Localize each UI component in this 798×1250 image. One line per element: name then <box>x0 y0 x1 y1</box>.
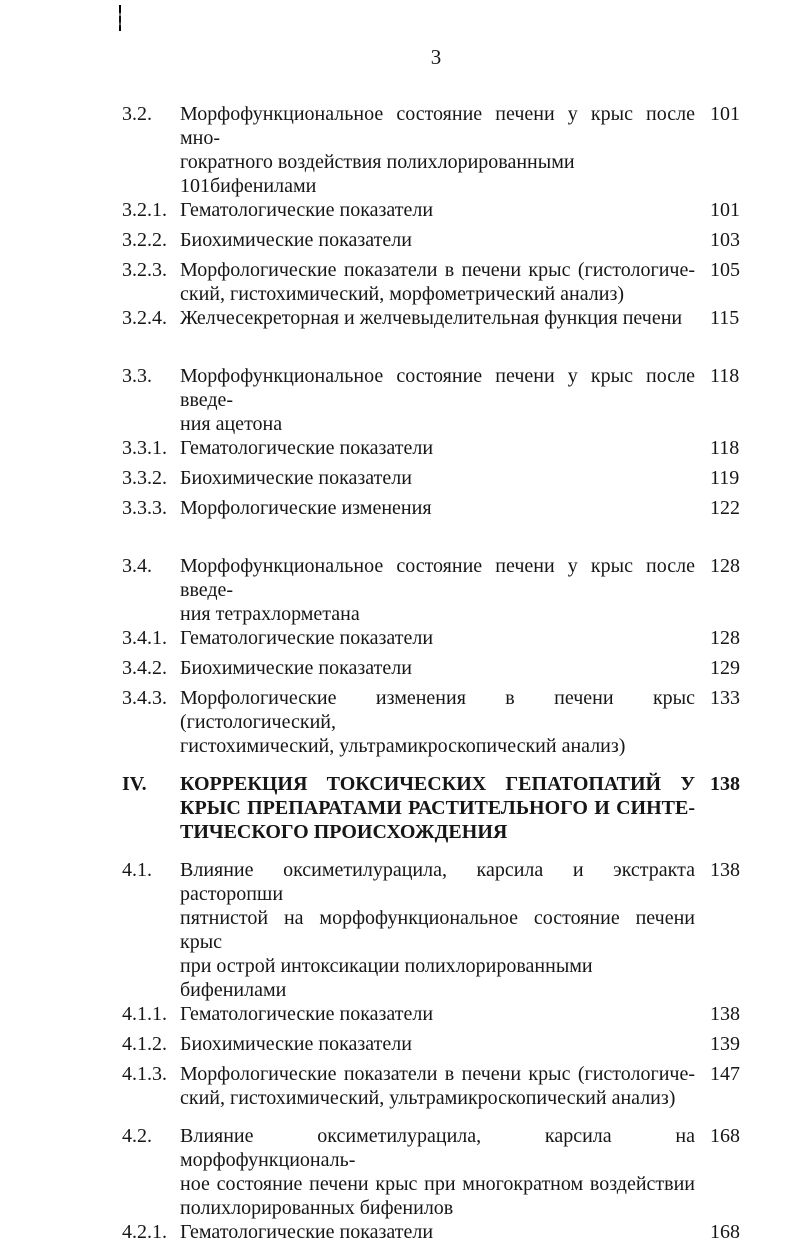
toc-title-line: Гематологические показатели <box>180 627 434 649</box>
toc-entry-4.1.2 <box>122 1032 798 1056</box>
toc-entry-number: 3.3.3. <box>122 497 167 519</box>
toc-entry-number: 4.2. <box>122 1125 152 1147</box>
toc-entry-3.3.2 <box>122 466 798 490</box>
toc-entry-number: 4.1. <box>122 859 152 881</box>
toc-entry-page-number: 101 <box>710 103 740 125</box>
toc-title-line: Биохимические показатели <box>180 467 412 489</box>
toc-entry-title <box>180 626 695 650</box>
toc-title-line: Морфологические изменения <box>180 497 432 519</box>
toc-entry-page-number: 128 <box>710 555 740 577</box>
toc-title-line: Морфологические показатели в печени крыс (гистологиче- <box>180 1063 695 1085</box>
toc-entry-page-number: 105 <box>710 259 740 281</box>
toc-entry-number: 4.1.3. <box>122 1063 167 1085</box>
toc-entry-title <box>180 258 695 306</box>
toc-title-line: Биохимические показатели <box>180 229 412 251</box>
toc-entry-4.1.3 <box>122 1062 798 1110</box>
toc-entry-title <box>180 198 695 222</box>
toc-entry-number: 4.2.1. <box>122 1221 167 1243</box>
toc-entry-3.2 <box>122 102 798 198</box>
toc-entry-4.1.1 <box>122 1002 798 1026</box>
toc-entry-page-number: 101 <box>710 199 740 221</box>
toc-title-line: ния тетрахлорметана <box>180 603 360 625</box>
toc-entry-page-number: 147 <box>710 1063 740 1085</box>
toc-title-line: Морфологические показатели в печени крыс (гистологиче- <box>180 259 695 281</box>
toc-entry-title <box>180 364 695 436</box>
toc-entry-title <box>180 436 695 460</box>
toc-entry-page-number: 168 <box>710 1125 740 1147</box>
toc-entry-title <box>180 466 695 490</box>
toc-entry-4.2 <box>122 1124 798 1220</box>
toc-entry-page-number: 118 <box>710 365 740 387</box>
toc-entry-3.4.3 <box>122 686 798 758</box>
toc-title-line: ния ацетона <box>180 413 283 435</box>
toc-title-line: ский, гистохимический, морфометрический анализ) <box>180 283 625 305</box>
toc-title-line: ТИЧЕСКОГО ПРОИСХОЖДЕНИЯ <box>180 821 508 843</box>
toc-entry-number: 3.4. <box>122 555 152 577</box>
toc-entry-page-number: 122 <box>710 497 740 519</box>
toc-entry-page-number: 138 <box>710 773 740 795</box>
page-number-header: 3 <box>430 45 442 69</box>
table-of-contents <box>0 102 798 1250</box>
toc-entry-page-number: 168 <box>710 1221 740 1243</box>
toc-entry-number: 3.4.3. <box>122 687 167 709</box>
toc-entry-title <box>180 228 695 252</box>
toc-entry-number: 3.4.1. <box>122 627 167 649</box>
toc-entry-title <box>180 656 695 680</box>
toc-entry-page-number: 118 <box>710 437 740 459</box>
toc-title-line: Гематологические показатели <box>180 1003 434 1025</box>
toc-entry-3.3.3 <box>122 496 798 520</box>
toc-entry-number: 4.1.2. <box>122 1033 167 1055</box>
toc-title-line: пятнистой на морфофункциональное состояние печени крыс <box>180 907 695 953</box>
toc-entry-page-number: 115 <box>710 307 740 329</box>
toc-title-line: Морфологические изменения в печени крыс (гистологический, <box>180 687 695 733</box>
toc-entry-page-number: 119 <box>710 467 740 489</box>
toc-entry-number: 3.2.3. <box>122 259 167 281</box>
toc-entry-page-number: 103 <box>710 229 740 251</box>
toc-entry-3.2.2 <box>122 228 798 252</box>
toc-entry-number: 3.3. <box>122 365 152 387</box>
toc-title-line: Желчесекреторная и желчевыделительная функция печени <box>180 307 683 329</box>
toc-entry-4.1 <box>122 858 798 1002</box>
toc-title-line: КРЫС ПРЕПАРАТАМИ РАСТИТЕЛЬНОГО И СИНТЕ- <box>180 797 695 819</box>
scan-artifact-mark <box>119 5 121 31</box>
toc-entry-3.4 <box>122 554 798 626</box>
toc-entry-number: 3.2.2. <box>122 229 167 251</box>
toc-entry-title <box>180 858 695 1002</box>
toc-title-line: ский, гистохимический, ультрамикроскопический анализ) <box>180 1087 676 1109</box>
toc-title-line: гистохимический, ультрамикроскопический анализ) <box>180 735 626 757</box>
toc-entry-number: 3.2. <box>122 103 152 125</box>
toc-entry-page-number: 138 <box>710 859 740 881</box>
toc-entry-title <box>180 686 695 758</box>
toc-entry-page-number: 133 <box>710 687 740 709</box>
toc-entry-title <box>180 1062 695 1110</box>
toc-title-line: Морфофункциональное состояние печени у крыс после введе- <box>180 555 695 601</box>
toc-entry-3.4.2 <box>122 656 798 680</box>
toc-entry-number: IV. <box>122 773 147 795</box>
toc-entry-title <box>180 102 695 198</box>
toc-entry-title <box>180 1002 695 1026</box>
toc-title-line: Биохимические показатели <box>180 1033 412 1055</box>
toc-entry-3.4.1 <box>122 626 798 650</box>
toc-entry-page-number: 138 <box>710 1003 740 1025</box>
toc-title-line: Гематологические показатели <box>180 1221 434 1243</box>
toc-entry-number: 3.3.1. <box>122 437 167 459</box>
toc-title-line: Морфофункциональное состояние печени у крыс после введе- <box>180 365 695 411</box>
toc-entry-iv <box>122 772 798 844</box>
toc-title-line: Гематологические показатели <box>180 199 434 221</box>
toc-entry-title <box>180 554 695 626</box>
toc-entry-3.2.3 <box>122 258 798 306</box>
toc-entry-title <box>180 306 695 330</box>
toc-title-line: при острой интоксикации полихлорированными бифенилами <box>180 955 593 1001</box>
toc-entry-page-number: 128 <box>710 627 740 649</box>
toc-title-line: Биохимические показатели <box>180 657 412 679</box>
toc-entry-number: 4.1.1. <box>122 1003 167 1025</box>
toc-title-line: ное состояние печени крыс при многократном воздействии <box>180 1173 695 1195</box>
toc-entry-3.2.1 <box>122 198 798 222</box>
toc-entry-title <box>180 1124 695 1220</box>
toc-entry-number: 3.3.2. <box>122 467 167 489</box>
toc-entry-title <box>180 1032 695 1056</box>
toc-entry-title <box>180 496 695 520</box>
toc-entry-4.2.1 <box>122 1220 798 1244</box>
toc-entry-title <box>180 1220 695 1244</box>
toc-entry-page-number: 129 <box>710 657 740 679</box>
toc-title-line: Влияние оксиметилурацила, карсила на морфофункциональ- <box>180 1125 695 1171</box>
toc-entry-3.3 <box>122 364 798 436</box>
toc-entry-page-number: 139 <box>710 1033 740 1055</box>
toc-title-line: гократного воздействия полихлорированными 101бифенилами <box>180 151 575 197</box>
toc-entry-3.2.4 <box>122 306 798 330</box>
toc-entry-number: 3.2.4. <box>122 307 167 329</box>
toc-entry-title <box>180 772 695 844</box>
toc-title-line: Влияние оксиметилурацила, карсила и экстракта расторопши <box>180 859 695 905</box>
toc-title-line: Морфофункциональное состояние печени у крыс после мно- <box>180 103 695 149</box>
toc-entry-number: 3.4.2. <box>122 657 167 679</box>
toc-title-line: КОРРЕКЦИЯ ТОКСИЧЕСКИХ ГЕПАТОПАТИЙ У <box>180 773 695 795</box>
toc-entry-3.3.1 <box>122 436 798 460</box>
toc-entry-number: 3.2.1. <box>122 199 167 221</box>
toc-title-line: полихлорированных бифенилов <box>180 1197 454 1219</box>
toc-title-line: Гематологические показатели <box>180 437 434 459</box>
